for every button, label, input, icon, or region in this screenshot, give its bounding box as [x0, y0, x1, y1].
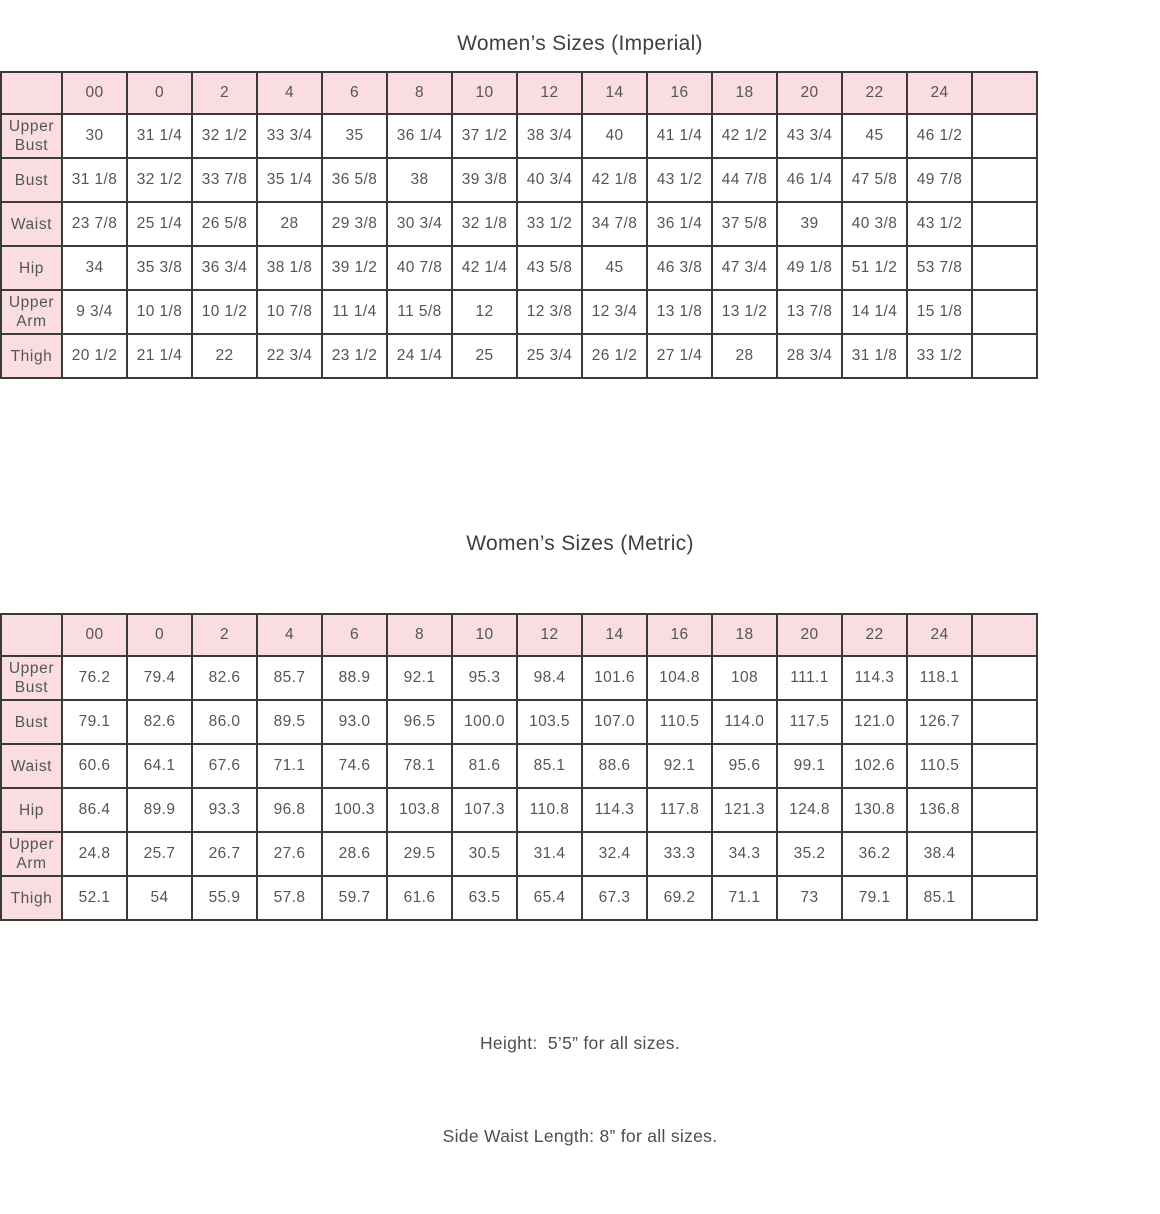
- measurement-cell: 27.6: [257, 832, 322, 876]
- measurement-cell: 53 7/8: [907, 246, 972, 290]
- size-column-header: 2: [192, 614, 257, 656]
- measurement-cell: 35 3/8: [127, 246, 192, 290]
- measurement-cell: 10 7/8: [257, 290, 322, 334]
- measurement-cell: 130.8: [842, 788, 907, 832]
- measurement-cell: 38.4: [907, 832, 972, 876]
- measurement-cell: 92.1: [387, 656, 452, 700]
- footnote: [0, 921, 1160, 1214]
- imperial-table-title: Women’s Sizes (Imperial): [457, 32, 703, 55]
- measurement-cell: 36 3/4: [192, 246, 257, 290]
- measurement-cell: 35 1/4: [257, 158, 322, 202]
- height-note: Height: 5’5” for all sizes.: [479, 1033, 680, 1053]
- size-column-header: 10: [452, 614, 517, 656]
- measurement-cell: 69.2: [647, 876, 712, 920]
- measurement-cell: 38 1/8: [257, 246, 322, 290]
- measurement-cell: 107.3: [452, 788, 517, 832]
- size-column-header: 20: [777, 614, 842, 656]
- clipped-measurement-cell: [972, 744, 1037, 788]
- measurement-cell: 117.8: [647, 788, 712, 832]
- measurement-cell: 33 3/4: [257, 114, 322, 158]
- measurement-cell: 88.9: [322, 656, 387, 700]
- corner-cell: [1, 72, 62, 114]
- measurement-cell: 63.5: [452, 876, 517, 920]
- measurement-cell: 29 3/8: [322, 202, 387, 246]
- measurement-cell: 49 7/8: [907, 158, 972, 202]
- measurement-cell: 49 1/8: [777, 246, 842, 290]
- measurement-cell: 35: [322, 114, 387, 158]
- measurement-cell: 47 3/4: [712, 246, 777, 290]
- measurement-cell: 136.8: [907, 788, 972, 832]
- clipped-measurement-cell: [972, 788, 1037, 832]
- measurement-cell: 30.5: [452, 832, 517, 876]
- measurement-cell: 25 1/4: [127, 202, 192, 246]
- measurement-cell: 14 1/4: [842, 290, 907, 334]
- measurement-cell: 102.6: [842, 744, 907, 788]
- measurement-cell: 110.8: [517, 788, 582, 832]
- measurement-cell: 82.6: [192, 656, 257, 700]
- measurement-cell: 25 3/4: [517, 334, 582, 378]
- measurement-cell: 124.8: [777, 788, 842, 832]
- measurement-cell: 32 1/8: [452, 202, 517, 246]
- measurement-cell: 33 1/2: [907, 334, 972, 378]
- measurement-cell: 36 1/4: [647, 202, 712, 246]
- measurement-cell: 79.4: [127, 656, 192, 700]
- measurement-cell: 27 1/4: [647, 334, 712, 378]
- size-column-header: 2: [192, 72, 257, 114]
- measurement-cell: 12: [452, 290, 517, 334]
- measurement-cell: 98.4: [517, 656, 582, 700]
- measurement-cell: 78.1: [387, 744, 452, 788]
- clipped-measurement-cell: [972, 832, 1037, 876]
- measurement-cell: 13 1/8: [647, 290, 712, 334]
- measurement-cell: 60.6: [62, 744, 127, 788]
- imperial-size-table: [0, 71, 1038, 379]
- clipped-measurement-cell: [972, 114, 1037, 158]
- measurement-cell: 31.4: [517, 832, 582, 876]
- measurement-cell: 100.0: [452, 700, 517, 744]
- measurement-cell: 11 1/4: [322, 290, 387, 334]
- measurement-cell: 99.1: [777, 744, 842, 788]
- metric-table-title: Women’s Sizes (Metric): [466, 532, 694, 555]
- corner-cell: [1, 614, 62, 656]
- measurement-cell: 118.1: [907, 656, 972, 700]
- row-label: Thigh: [1, 876, 62, 920]
- clipped-measurement-cell: [972, 202, 1037, 246]
- measurement-cell: 114.3: [582, 788, 647, 832]
- measurement-cell: 47 5/8: [842, 158, 907, 202]
- size-column-header: 12: [517, 614, 582, 656]
- measurement-row: [1, 876, 1037, 920]
- measurement-cell: 64.1: [127, 744, 192, 788]
- measurement-cell: 55.9: [192, 876, 257, 920]
- row-label: Upper Bust: [1, 656, 62, 700]
- row-label: Hip: [1, 246, 62, 290]
- size-column-header: 6: [322, 614, 387, 656]
- measurement-cell: 30 3/4: [387, 202, 452, 246]
- measurement-cell: 28 3/4: [777, 334, 842, 378]
- measurement-cell: 25: [452, 334, 517, 378]
- measurement-cell: 32 1/2: [127, 158, 192, 202]
- measurement-cell: 59.7: [322, 876, 387, 920]
- measurement-cell: 85.1: [907, 876, 972, 920]
- measurement-cell: 42 1/8: [582, 158, 647, 202]
- measurement-cell: 85.7: [257, 656, 322, 700]
- measurement-cell: 36.2: [842, 832, 907, 876]
- measurement-cell: 24.8: [62, 832, 127, 876]
- measurement-cell: 40: [582, 114, 647, 158]
- size-column-header: 20: [777, 72, 842, 114]
- measurement-cell: 114.3: [842, 656, 907, 700]
- measurement-cell: 12 3/4: [582, 290, 647, 334]
- measurement-cell: 121.0: [842, 700, 907, 744]
- size-column-header: 10: [452, 72, 517, 114]
- measurement-cell: 121.3: [712, 788, 777, 832]
- metric-title-row: [0, 379, 1160, 613]
- measurement-row: [1, 788, 1037, 832]
- size-column-header: 22: [842, 72, 907, 114]
- measurement-cell: 71.1: [257, 744, 322, 788]
- metric-size-table-container: [0, 613, 984, 921]
- size-header-row: [1, 72, 1037, 114]
- measurement-cell: 95.3: [452, 656, 517, 700]
- size-column-header: 16: [647, 614, 712, 656]
- measurement-cell: 36 1/4: [387, 114, 452, 158]
- measurement-cell: 28.6: [322, 832, 387, 876]
- measurement-cell: 96.5: [387, 700, 452, 744]
- size-column-header: 00: [62, 72, 127, 114]
- measurement-cell: 34 7/8: [582, 202, 647, 246]
- row-label: Thigh: [1, 334, 62, 378]
- measurement-cell: 76.2: [62, 656, 127, 700]
- size-column-header: 16: [647, 72, 712, 114]
- measurement-cell: 26 1/2: [582, 334, 647, 378]
- measurement-cell: 81.6: [452, 744, 517, 788]
- measurement-cell: 101.6: [582, 656, 647, 700]
- measurement-cell: 33 7/8: [192, 158, 257, 202]
- measurement-cell: 82.6: [127, 700, 192, 744]
- size-column-header: 14: [582, 614, 647, 656]
- measurement-cell: 65.4: [517, 876, 582, 920]
- measurement-cell: 10 1/8: [127, 290, 192, 334]
- measurement-cell: 45: [842, 114, 907, 158]
- size-column-header: 8: [387, 72, 452, 114]
- row-label: Upper Arm: [1, 290, 62, 334]
- imperial-title-row: [0, 0, 1160, 71]
- measurement-cell: 21 1/4: [127, 334, 192, 378]
- measurement-cell: 108: [712, 656, 777, 700]
- measurement-cell: 31 1/8: [842, 334, 907, 378]
- row-label: Waist: [1, 202, 62, 246]
- measurement-cell: 31 1/8: [62, 158, 127, 202]
- measurement-row: [1, 334, 1037, 378]
- measurement-cell: 126.7: [907, 700, 972, 744]
- clipped-measurement-cell: [972, 246, 1037, 290]
- measurement-cell: 79.1: [62, 700, 127, 744]
- measurement-cell: 43 3/4: [777, 114, 842, 158]
- measurement-cell: 44 7/8: [712, 158, 777, 202]
- row-label: Bust: [1, 158, 62, 202]
- measurement-cell: 39 1/2: [322, 246, 387, 290]
- row-label: Waist: [1, 744, 62, 788]
- measurement-cell: 15 1/8: [907, 290, 972, 334]
- measurement-cell: 54: [127, 876, 192, 920]
- measurement-cell: 103.8: [387, 788, 452, 832]
- clipped-measurement-cell: [972, 656, 1037, 700]
- measurement-cell: 9 3/4: [62, 290, 127, 334]
- measurement-cell: 43 5/8: [517, 246, 582, 290]
- row-label: Upper Arm: [1, 832, 62, 876]
- measurement-cell: 92.1: [647, 744, 712, 788]
- measurement-cell: 35.2: [777, 832, 842, 876]
- measurement-cell: 37 1/2: [452, 114, 517, 158]
- measurement-cell: 51 1/2: [842, 246, 907, 290]
- measurement-cell: 40 7/8: [387, 246, 452, 290]
- clipped-measurement-cell: [972, 158, 1037, 202]
- measurement-cell: 67.6: [192, 744, 257, 788]
- measurement-cell: 28: [257, 202, 322, 246]
- measurement-cell: 11 5/8: [387, 290, 452, 334]
- measurement-cell: 89.9: [127, 788, 192, 832]
- measurement-row: [1, 202, 1037, 246]
- imperial-size-table-container: [0, 71, 984, 379]
- measurement-cell: 37 5/8: [712, 202, 777, 246]
- measurement-cell: 41 1/4: [647, 114, 712, 158]
- measurement-cell: 61.6: [387, 876, 452, 920]
- measurement-row: [1, 246, 1037, 290]
- measurement-cell: 96.8: [257, 788, 322, 832]
- measurement-cell: 45: [582, 246, 647, 290]
- measurement-cell: 22: [192, 334, 257, 378]
- measurement-cell: 73: [777, 876, 842, 920]
- measurement-cell: 23 1/2: [322, 334, 387, 378]
- size-column-header: 4: [257, 72, 322, 114]
- measurement-row: [1, 744, 1037, 788]
- measurement-cell: 86.0: [192, 700, 257, 744]
- measurement-cell: 34.3: [712, 832, 777, 876]
- measurement-cell: 40 3/8: [842, 202, 907, 246]
- measurement-cell: 23 7/8: [62, 202, 127, 246]
- size-column-header: 24: [907, 72, 972, 114]
- measurement-row: [1, 290, 1037, 334]
- measurement-cell: 26.7: [192, 832, 257, 876]
- measurement-cell: 38: [387, 158, 452, 202]
- size-column-header: 22: [842, 614, 907, 656]
- size-column-header: 00: [62, 614, 127, 656]
- measurement-cell: 29.5: [387, 832, 452, 876]
- measurement-cell: 10 1/2: [192, 290, 257, 334]
- measurement-row: [1, 656, 1037, 700]
- clipped-size-column-header: [972, 614, 1037, 656]
- measurement-cell: 39 3/8: [452, 158, 517, 202]
- metric-size-table: [0, 613, 1038, 921]
- measurement-cell: 42 1/2: [712, 114, 777, 158]
- clipped-measurement-cell: [972, 876, 1037, 920]
- measurement-cell: 104.8: [647, 656, 712, 700]
- side-waist-length-note: Side Waist Length: 8” for all sizes.: [442, 1126, 718, 1146]
- size-column-header: 0: [127, 72, 192, 114]
- measurement-cell: 20 1/2: [62, 334, 127, 378]
- measurement-cell: 95.6: [712, 744, 777, 788]
- measurement-cell: 86.4: [62, 788, 127, 832]
- measurement-cell: 30: [62, 114, 127, 158]
- measurement-cell: 110.5: [907, 744, 972, 788]
- clipped-measurement-cell: [972, 290, 1037, 334]
- measurement-cell: 93.3: [192, 788, 257, 832]
- size-column-header: 12: [517, 72, 582, 114]
- measurement-cell: 33.3: [647, 832, 712, 876]
- measurement-cell: 25.7: [127, 832, 192, 876]
- clipped-measurement-cell: [972, 334, 1037, 378]
- measurement-cell: 88.6: [582, 744, 647, 788]
- measurement-cell: 40 3/4: [517, 158, 582, 202]
- measurement-cell: 43 1/2: [647, 158, 712, 202]
- size-column-header: 6: [322, 72, 387, 114]
- measurement-cell: 52.1: [62, 876, 127, 920]
- measurement-cell: 71.1: [712, 876, 777, 920]
- measurement-cell: 103.5: [517, 700, 582, 744]
- measurement-cell: 79.1: [842, 876, 907, 920]
- size-column-header: 24: [907, 614, 972, 656]
- measurement-cell: 32 1/2: [192, 114, 257, 158]
- measurement-cell: 57.8: [257, 876, 322, 920]
- measurement-cell: 89.5: [257, 700, 322, 744]
- measurement-cell: 46 1/4: [777, 158, 842, 202]
- measurement-row: [1, 114, 1037, 158]
- row-label: Hip: [1, 788, 62, 832]
- measurement-cell: 28: [712, 334, 777, 378]
- measurement-cell: 93.0: [322, 700, 387, 744]
- measurement-cell: 100.3: [322, 788, 387, 832]
- size-column-header: 8: [387, 614, 452, 656]
- size-column-header: 14: [582, 72, 647, 114]
- measurement-cell: 26 5/8: [192, 202, 257, 246]
- size-column-header: 18: [712, 614, 777, 656]
- measurement-row: [1, 700, 1037, 744]
- measurement-cell: 12 3/8: [517, 290, 582, 334]
- row-label: Upper Bust: [1, 114, 62, 158]
- measurement-cell: 117.5: [777, 700, 842, 744]
- measurement-cell: 34: [62, 246, 127, 290]
- size-column-header: 18: [712, 72, 777, 114]
- row-label: Bust: [1, 700, 62, 744]
- measurement-cell: 110.5: [647, 700, 712, 744]
- size-header-row: [1, 614, 1037, 656]
- measurement-cell: 43 1/2: [907, 202, 972, 246]
- measurement-cell: 33 1/2: [517, 202, 582, 246]
- clipped-size-column-header: [972, 72, 1037, 114]
- measurement-cell: 31 1/4: [127, 114, 192, 158]
- measurement-cell: 114.0: [712, 700, 777, 744]
- measurement-cell: 36 5/8: [322, 158, 387, 202]
- measurement-row: [1, 158, 1037, 202]
- size-column-header: 0: [127, 614, 192, 656]
- measurement-cell: 24 1/4: [387, 334, 452, 378]
- measurement-cell: 38 3/4: [517, 114, 582, 158]
- size-column-header: 4: [257, 614, 322, 656]
- measurement-cell: 32.4: [582, 832, 647, 876]
- measurement-cell: 13 7/8: [777, 290, 842, 334]
- measurement-cell: 22 3/4: [257, 334, 322, 378]
- measurement-cell: 42 1/4: [452, 246, 517, 290]
- measurement-cell: 107.0: [582, 700, 647, 744]
- measurement-cell: 46 3/8: [647, 246, 712, 290]
- measurement-cell: 39: [777, 202, 842, 246]
- measurement-cell: 74.6: [322, 744, 387, 788]
- measurement-cell: 67.3: [582, 876, 647, 920]
- clipped-measurement-cell: [972, 700, 1037, 744]
- measurement-row: [1, 832, 1037, 876]
- measurement-cell: 13 1/2: [712, 290, 777, 334]
- measurement-cell: 111.1: [777, 656, 842, 700]
- measurement-cell: 85.1: [517, 744, 582, 788]
- measurement-cell: 46 1/2: [907, 114, 972, 158]
